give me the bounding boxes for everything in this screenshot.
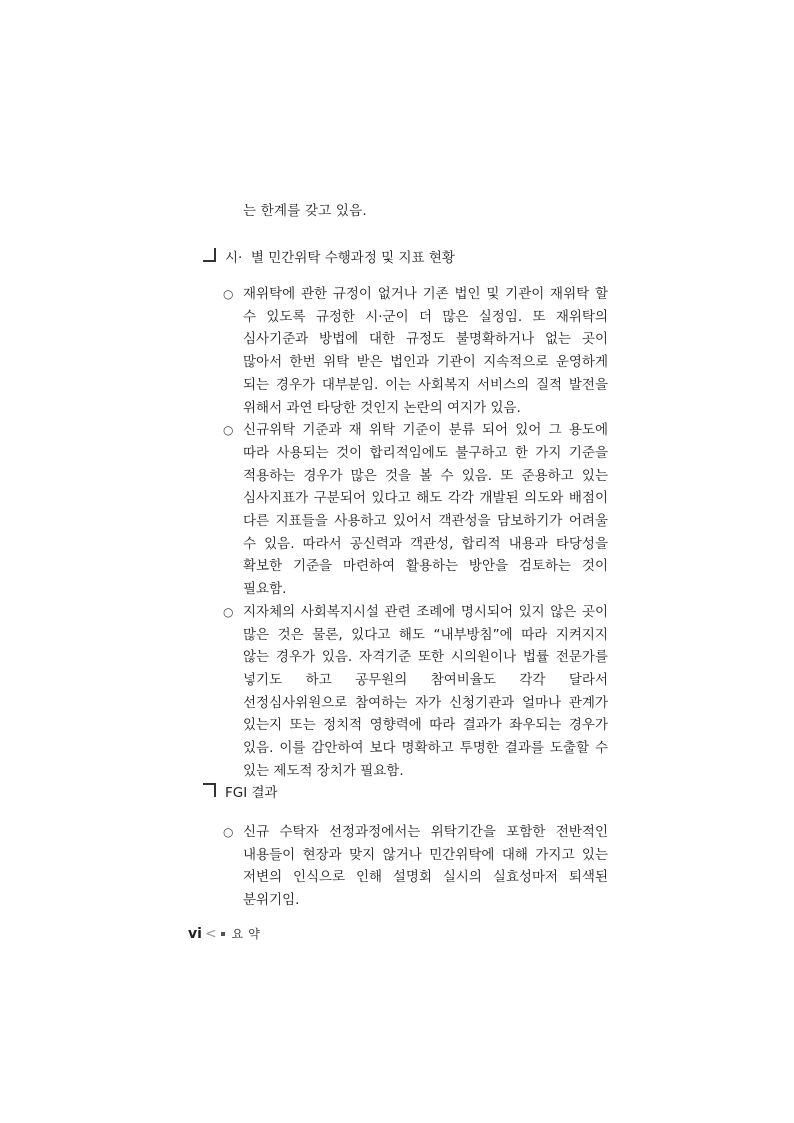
circle-bullet-icon: ○ [223,825,234,839]
section-title: 시· 별 민간위탁 수행과정 및 지표 현황 [225,250,455,266]
list-item [203,821,608,912]
page-footer [188,925,265,942]
section-heading [203,781,623,801]
square-bullet-icon [221,932,225,936]
list-item [203,601,608,783]
section-heading [203,246,623,266]
circle-bullet-icon: ○ [223,287,234,301]
page-number: vi [188,925,202,942]
circle-bullet-icon: ○ [223,604,234,619]
circle-bullet-icon: ○ [223,423,234,438]
list-item-text: 신규위탁 기준과 재 위탁 기준이 분류 되어 있어 그 용도에 따라 사용되는 것이 합리적임에도 불구하고 한 가지 기준을 적용하는 경우가 많은 것을 볼 수 있음. 또 준용하고 있는 심사지표가 구분되어 있다고 해도 각각 개발된 의도와 배점이 다른 지표들을 사용하고 있어서 객관성을 담보하기가 어려울 수 있음. 따라서 공신력과 객관성, 합리적 내용과 타당성을 확보한 기준을 마련하여 활용하는 방안을 검토하는 것이 필요함. [243,422,608,598]
footer-label: 요약 [231,927,265,941]
list-item-text: 지자체의 사회복지시설 관련 조례에 명시되어 있지 않은 곳이 많은 것은 물론, 있다고 해도 “내부방침”에 따라 지켜지지 않는 경우가 있음. 자격기준 또한 시의원이나 법률 전문가를 넣기도 하고 공무원의 참여비율도 각각 달라서 선정심사위원으로 참여하는 자가 신청기관과 얼마나 관계가 있는지 또는 정치적 영향력에 따라 결과가 좌우되는 경우가 있음. 이를 감안하여 보다 명확하고 투명한 결과를 도출할 수 있는 제도적 장치가 필요함. [243,603,608,779]
continuation-text: 는 한계를 갖고 있음. [243,203,367,219]
list-item-text: 신규 수탁자 선정과정에서는 위탁기간을 포함한 전반적인 내용들이 현장과 맞지 않거나 민간위탁에 대해 가지고 있는 저변의 인식으로 인해 설명회 실시의 실효성마저 퇴색된 분위기임. [243,824,608,909]
section-fgi [203,781,623,912]
section-marker-icon [203,248,216,262]
section-marker-icon [203,783,216,797]
section-title: FGI 결과 [225,785,278,801]
chevron-left-icon: < [204,925,217,942]
list-item [203,283,608,419]
section-status [203,246,623,782]
list-item [203,419,608,601]
list-item-text: 재위탁에 관한 규정이 없거나 기존 법인 및 기관이 재위탁 할 수 있도록 규정한 시·군이 더 많은 실정임. 또 재위탁의 심사기준과 방법에 대한 규정도 불명확하거나 없는 곳이 많아서 한번 위탁 받은 법인과 기관이 지속적으로 운영하게 되는 경우가 대부분임. 이는 사회복지 서비스의 질적 발전을 위해서 과연 타당한 것인지 논란의 여지가 있음. [243,286,608,416]
